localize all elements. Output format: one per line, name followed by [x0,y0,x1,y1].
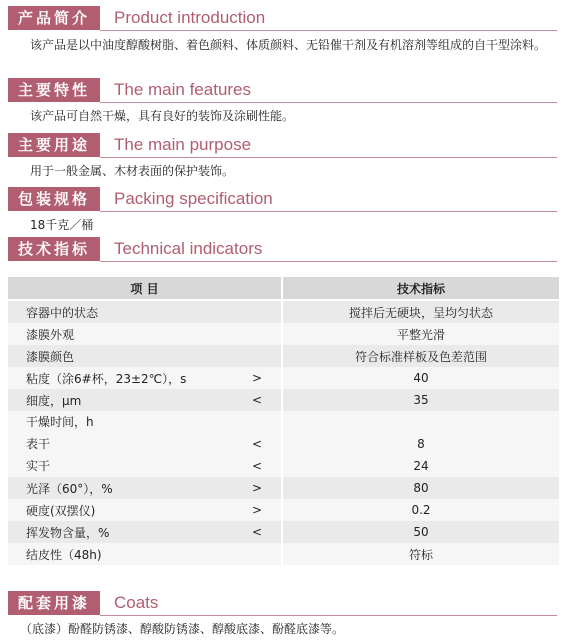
section-title-en: Coats [114,593,159,612]
intro-text: 该产品是以中油度醇酸树脂、着色颜料、体质颜料、无铅催干剂及有机溶剂等组成的自干型涂料。 [30,38,547,52]
table-row [8,367,559,389]
section-tag: 技术指标 [8,237,100,261]
row-item: 光泽（60°），% [8,477,233,499]
table-row [8,477,559,499]
section-tag: 主要特性 [8,78,100,102]
section-tag: 包装规格 [8,187,100,211]
table-row-drying [8,411,559,477]
row-value: 0.2 [282,499,559,521]
header-value: 技术指标 [282,277,559,299]
row-operator [233,411,282,477]
row-operator: < [233,521,282,543]
section-header-technical [8,237,563,263]
row-item: 漆膜外观 [8,323,233,345]
section-title-en: Product introduction [114,8,266,27]
row-value: 80 [282,477,559,499]
section-title-en: Packing specification [114,189,273,208]
packing-text: 18千克／桶 [30,218,94,232]
section-tag: 产品简介 [8,6,100,30]
divider [100,102,557,103]
row-item [8,411,233,477]
drying-hard-op: < [251,459,263,473]
drying-title: 干燥时间，h [26,415,94,429]
row-value: 符合标准样板及色差范围 [282,345,559,367]
table-header-row [8,277,559,299]
section-header-purpose [8,133,563,159]
row-value: 平整光滑 [282,323,559,345]
table-row [8,543,559,565]
row-operator [233,345,282,367]
row-item: 结皮性（48h) [8,543,233,565]
row-operator: < [233,389,282,411]
row-item: 硬度(双摆仪) [8,499,233,521]
row-item: 细度，μm [8,389,233,411]
coats-text: （底漆）酚醛防锈漆、醇酸防锈漆、醇酸底漆、酚醛底漆等。 [20,622,345,636]
row-operator [233,323,282,345]
row-value: 35 [282,389,559,411]
table-row [8,389,559,411]
drying-surface-label: 表干 [26,437,51,451]
divider [100,615,557,616]
divider [100,261,557,262]
row-item: 粘度（涂6#杯，23±2℃），s [8,367,233,389]
section-tag: 主要用途 [8,133,100,157]
features-text: 该产品可自然干燥，具有良好的装饰及涂刷性能。 [30,109,295,123]
section-header-features [8,78,563,104]
row-value: 40 [282,367,559,389]
divider [100,211,557,212]
section-title-en: The main features [114,80,252,99]
table-row [8,499,559,521]
row-operator [233,543,282,565]
divider [100,157,557,158]
drying-surface-op: < [251,437,263,451]
row-operator: > [233,367,282,389]
table-row [8,301,559,323]
row-item: 挥发物含量，% [8,521,233,543]
drying-surface-value: 8 [417,437,425,451]
table-row [8,323,559,345]
section-title-en: Technical indicators [114,239,263,258]
section-header-intro [8,6,563,32]
drying-hard-value: 24 [413,459,429,473]
header-item: 项 目 [8,277,282,299]
row-value: 50 [282,521,559,543]
section-title-en: The main purpose [114,135,252,154]
row-operator [233,301,282,323]
section-tag: 配套用漆 [8,591,100,615]
table-row [8,521,559,543]
drying-hard-label: 实干 [26,459,51,473]
purpose-text: 用于一般金属、木材表面的保护装饰。 [30,164,235,178]
section-header-coats [8,591,563,617]
row-item: 漆膜颜色 [8,345,233,367]
row-value: 符标 [282,543,559,565]
row-item: 容器中的状态 [8,301,233,323]
row-operator: > [233,499,282,521]
table-row [8,345,559,367]
divider [100,30,557,31]
row-operator: > [233,477,282,499]
section-header-packing [8,187,563,213]
row-value [282,411,559,477]
row-value: 搅拌后无硬块，呈均匀状态 [282,301,559,323]
technical-indicators-table [8,277,559,565]
